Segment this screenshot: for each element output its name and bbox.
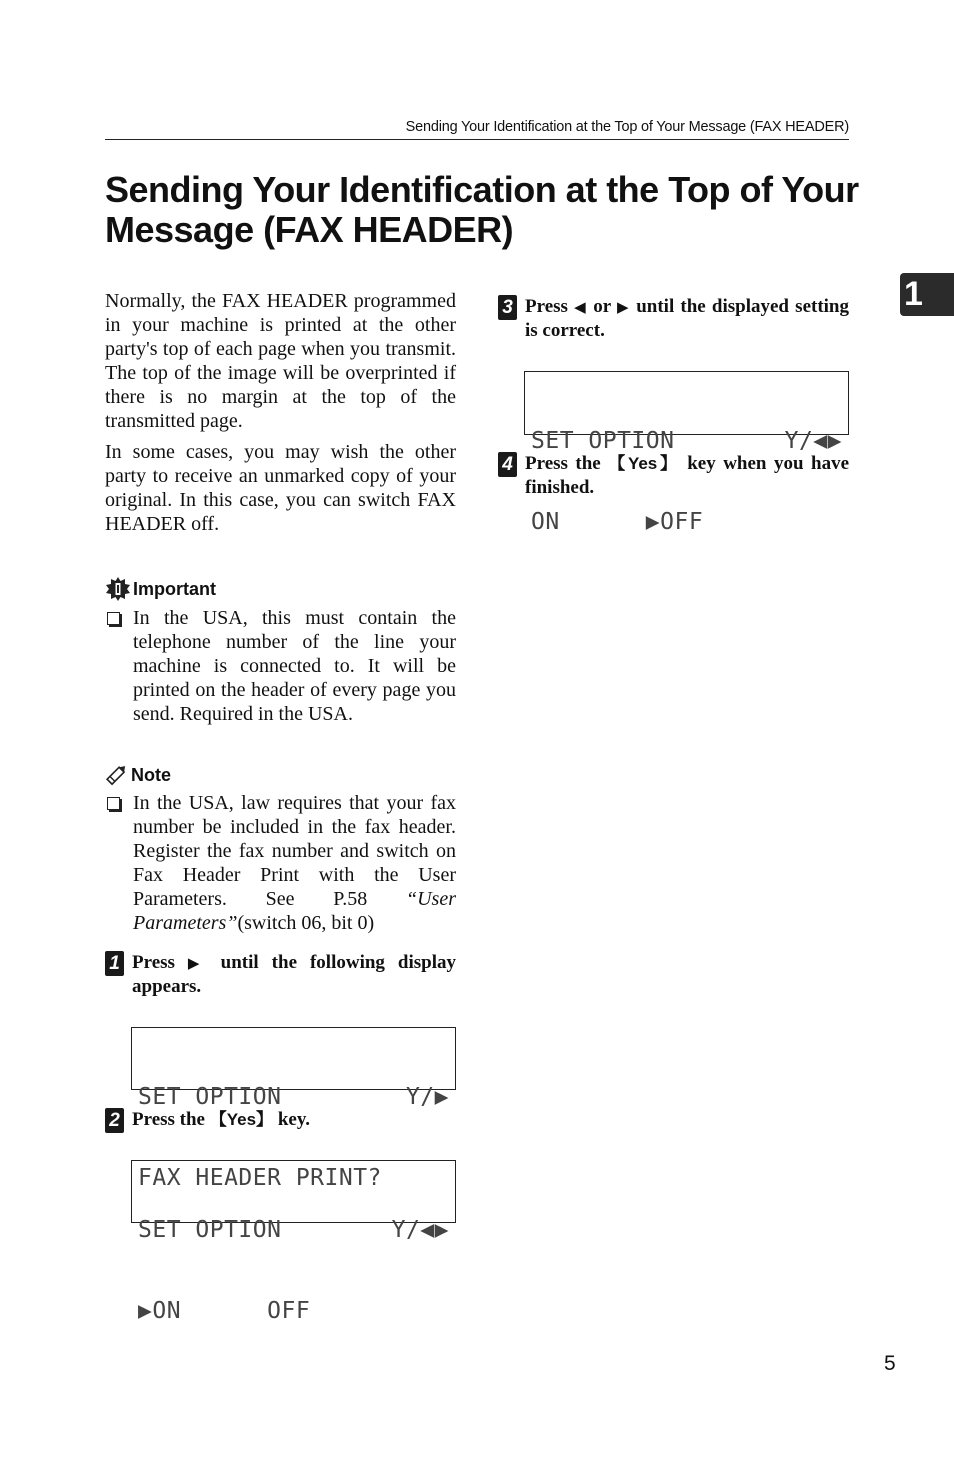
important-section (105, 576, 456, 726)
chapter-tab: 1 (900, 273, 954, 316)
step-1 (105, 951, 456, 999)
intro-paragraph: In some cases, you may wish the other party to receive an unmarked copy of your original. In this case, you can switch FAX HEADER off. (105, 441, 456, 535)
step-text: Press (132, 952, 175, 973)
lcd-line: ON ▶OFF (531, 509, 704, 535)
lcd-line: SET OPTION (138, 1217, 282, 1243)
note-item-text (133, 791, 456, 935)
lcd-line: Y/◀▶ (391, 1217, 449, 1243)
note-item (105, 791, 456, 935)
step-text: Press the (525, 453, 601, 474)
step-number-badge: 2 (105, 1108, 124, 1133)
step-text: until the following display appears. (132, 952, 457, 997)
step-text: until the displayed setting is correct. (525, 296, 850, 341)
step-number-badge: 3 (498, 295, 517, 320)
checkbox-bullet-icon (107, 612, 120, 625)
important-icon (105, 576, 131, 602)
page-number: 5 (884, 1352, 896, 1375)
note-text: In the USA, law requires that your fax number be included in the fax header. Register the fax number and switch on Fax Header Print with the User Parameters. See P.58 (133, 792, 456, 910)
step-number-badge: 1 (105, 951, 124, 976)
checkbox-bullet-icon (107, 797, 120, 810)
left-arrow-icon: ◀ (574, 298, 588, 316)
important-heading (105, 576, 456, 602)
note-tail: (switch 06, bit 0) (237, 912, 375, 934)
step-text: Press (525, 296, 568, 317)
lcd-display (131, 1160, 456, 1324)
note-heading (105, 764, 456, 786)
step-4 (498, 452, 849, 500)
user-parameters-link[interactable]: “User Parameters” (133, 888, 456, 934)
yes-key-label: 【Yes】 (209, 1110, 274, 1129)
step-text: key. (277, 1109, 311, 1130)
step-number-badge: 4 (498, 452, 517, 477)
lcd-line: FAX HEADER PRINT? (138, 1165, 382, 1191)
important-item (105, 606, 456, 726)
lcd-line: ▶ON OFF (138, 1298, 311, 1324)
pencil-icon (105, 764, 129, 786)
step-text: key when you have finished. (525, 453, 850, 498)
right-arrow-icon: ▶ (187, 954, 208, 972)
right-arrow-icon: ▶ (617, 298, 631, 316)
step-2 (105, 1108, 456, 1133)
intro-paragraph: Normally, the FAX HEADER programmed in your machine is printed at the other party's top of each page when you transmit. The top of the image will be overprinted if there is no margin at the top of the transmitted page. (105, 290, 456, 432)
step-text: or (593, 296, 611, 317)
lcd-line: SET OPTION (138, 1084, 282, 1110)
important-label: Important (133, 578, 216, 599)
note-label: Note (131, 764, 171, 785)
yes-key-label: 【Yes】 (608, 454, 680, 473)
note-section (105, 764, 456, 935)
lcd-line: SET OPTION (531, 428, 675, 454)
page-title: Sending Your Identification at the Top of Your Message (FAX HEADER) (105, 169, 859, 250)
intro-section (105, 289, 456, 536)
lcd-line: Y/▶ (405, 1084, 449, 1110)
step-3 (498, 295, 849, 343)
lcd-line: Y/◀▶ (784, 428, 842, 454)
step-text: Press the (132, 1109, 205, 1130)
running-head: Sending Your Identification at the Top of Your Message (FAX HEADER) (105, 119, 849, 140)
important-item-text: In the USA, this must contain the telephone number of the line your machine is connected to. It will be printed on the header of every page you send. Required in the USA. (133, 607, 456, 725)
